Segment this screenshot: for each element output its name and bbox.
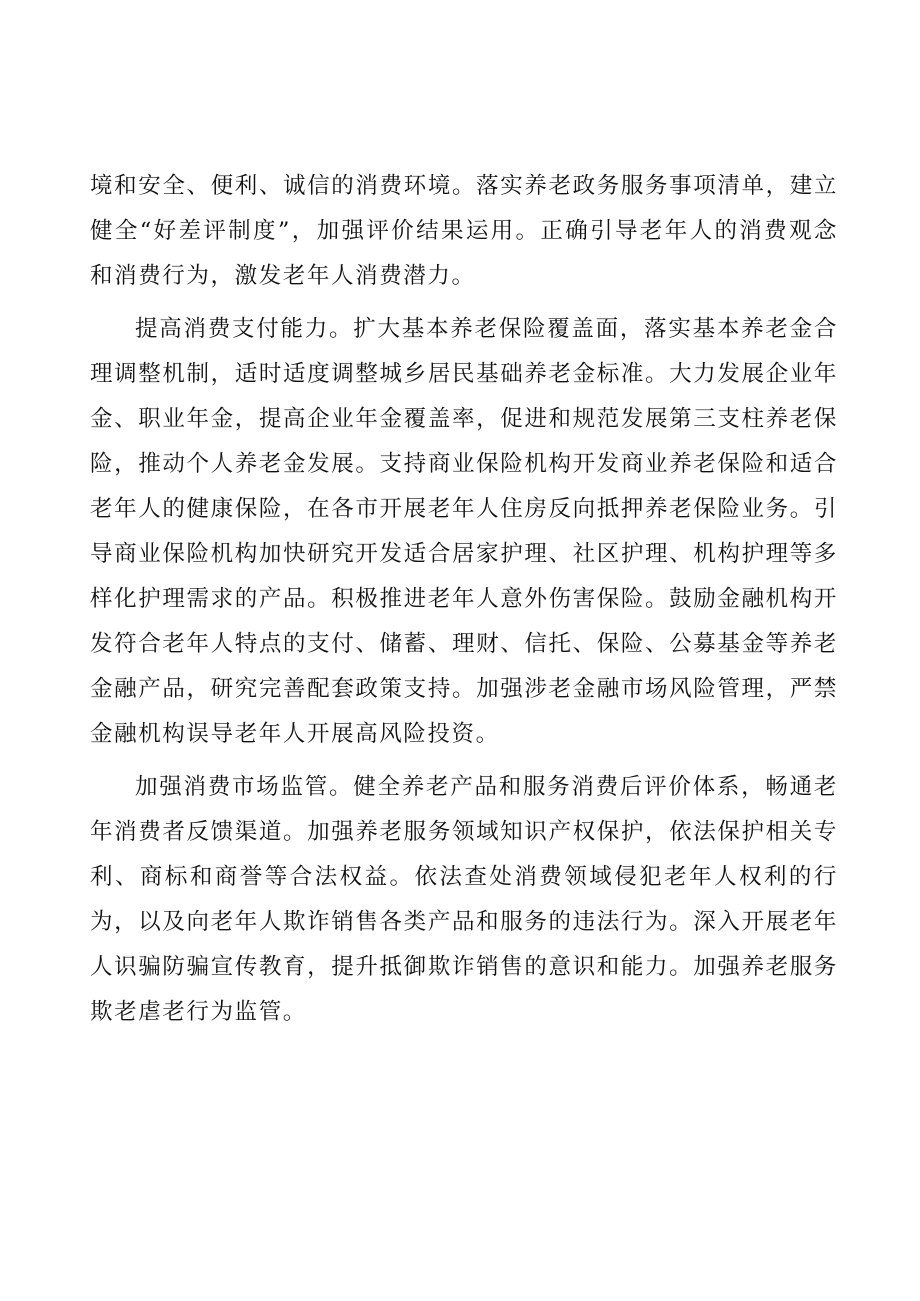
paragraph-consumer-environment: 境和安全、便利、诚信的消费环境。落实养老政务服务事项清单，建立健全“好差评制度”，加强评价结果运用。正确引导老年人的消费观念和消费行为，激发老年人消费潜力。 [90,173,838,289]
paragraph-market-supervision: 加强消费市场监管。健全养老产品和服务消费后评价体系，畅通老年消费者反馈渠道。加强养老服务领域知识产权保护，依法保护相关专利、商标和商誉等合法权益。依法查处消费领域侵犯老年人权利的行为，以及向老年人欺诈销售各类产品和服务的违法行为。深入开展老年人识骗防骗宣传教育，提升抵御欺诈销售的意识和能力。加强养老服务欺老虐老行为监管。 [90,774,838,1025]
document-body [90,164,838,1035]
paragraph-payment-capacity: 提高消费支付能力。扩大基本养老保险覆盖面，落实基本养老金合理调整机制，适时适度调整城乡居民基础养老金标准。大力发展企业年金、职业年金，提高企业年金覆盖率，促进和规范发展第三支柱养老保险，推动个人养老金发展。支持商业保险机构开发商业养老保险和适合老年人的健康保险，在各市开展老年人住房反向抵押养老保险业务。引导商业保险机构加快研究开发适合居家护理、社区护理、机构护理等多样化护理需求的产品。积极推进老年人意外伤害保险。鼓励金融机构开发符合老年人特点的支付、储蓄、理财、信托、保险、公募基金等养老金融产品，研究完善配套政策支持。加强涉老金融市场风险管理，严禁金融机构误导老年人开展高风险投资。 [90,316,838,747]
